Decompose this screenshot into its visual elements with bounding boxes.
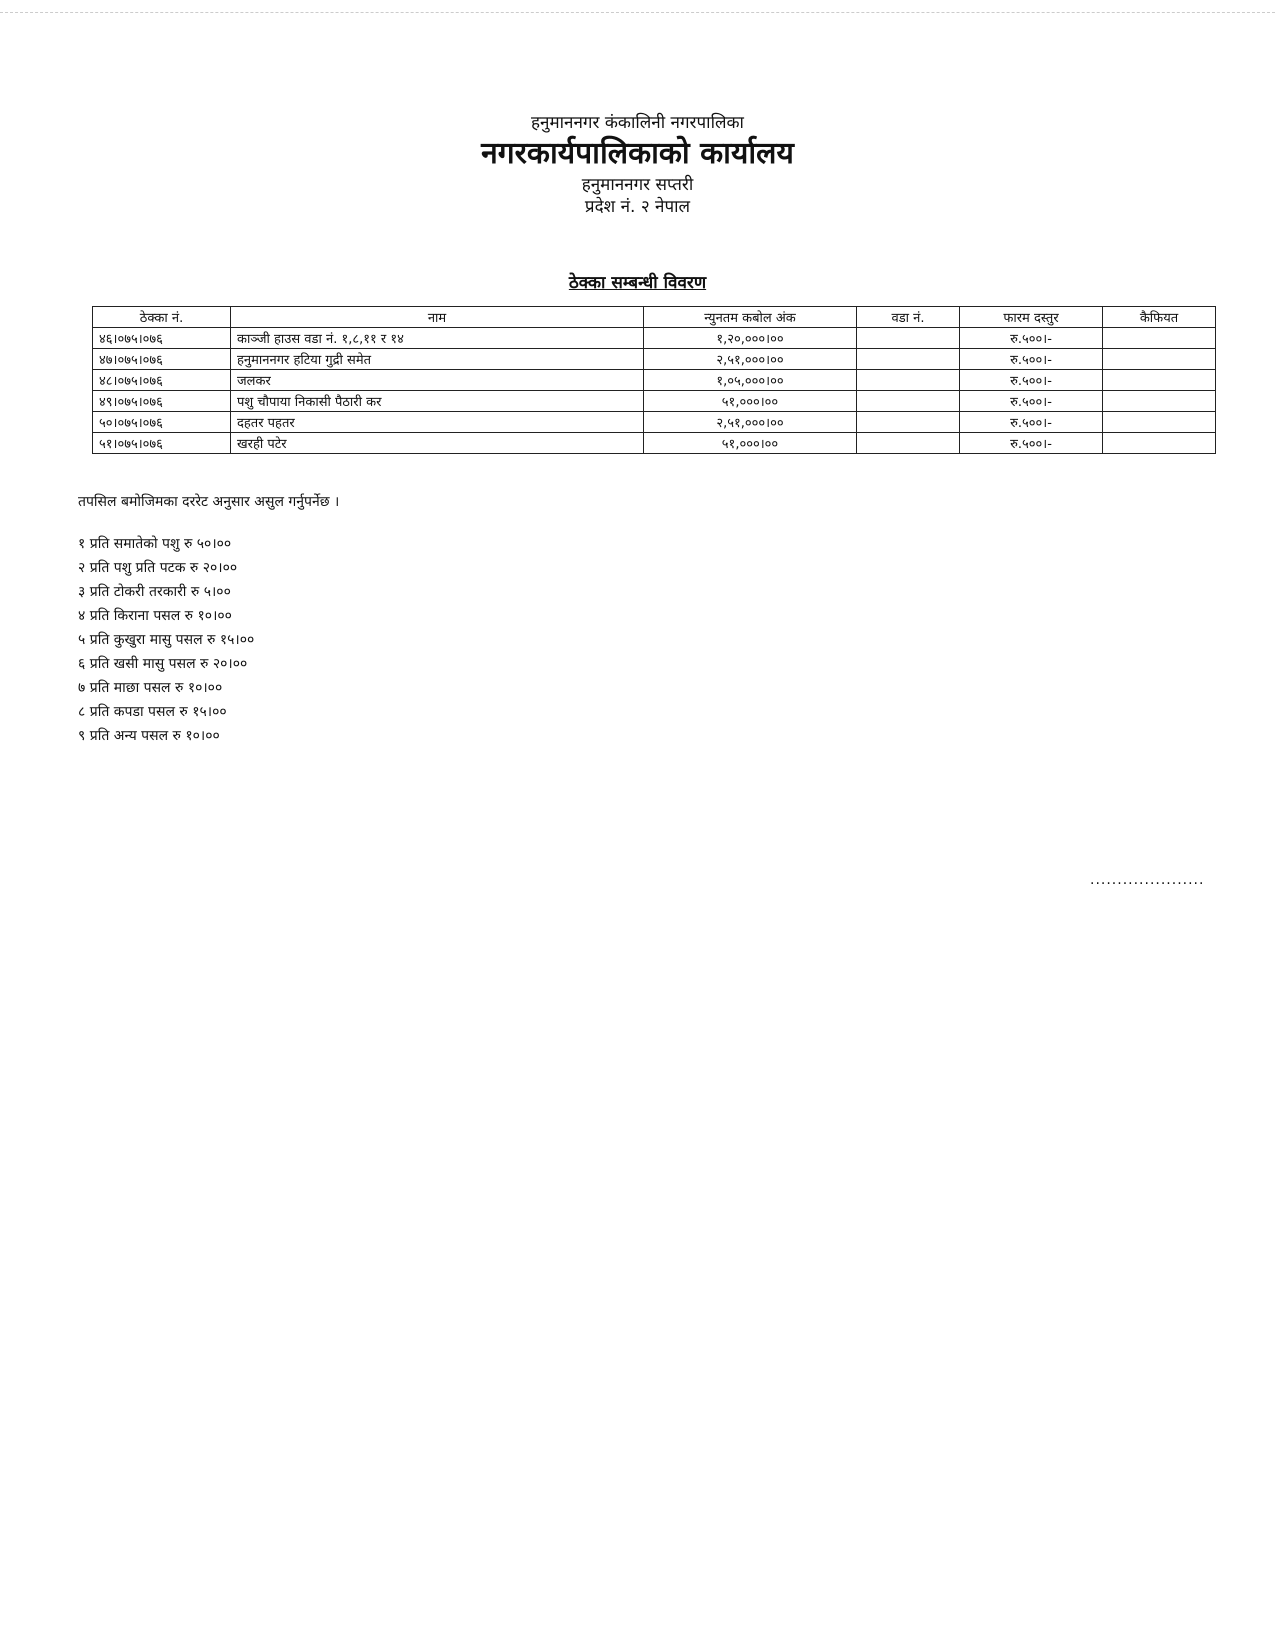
cell-min-bid: १,२०,०००।०० [644, 328, 857, 349]
cell-ward [857, 328, 960, 349]
col-header-form-fee: फारम दस्तुर [960, 307, 1103, 328]
col-header-remarks: कैफियत [1103, 307, 1216, 328]
cell-name: काञ्जी हाउस वडा नं. १,८,११ र १४ [231, 328, 644, 349]
cell-contract-no: ४७।०७५।०७६ [93, 349, 231, 370]
table-header-row [93, 307, 1216, 328]
office-location: हनुमाननगर सप्तरी [581, 175, 694, 195]
table-row [93, 349, 1216, 370]
letterhead [0, 112, 1275, 218]
cell-form-fee: रु.५००।- [960, 328, 1103, 349]
cell-ward [857, 433, 960, 454]
cell-ward [857, 349, 960, 370]
cell-form-fee: रु.५००।- [960, 370, 1103, 391]
contracts-table [92, 306, 1216, 454]
municipality-name: हनुमाननगर कंकालिनी नगरपालिका [531, 113, 744, 133]
cell-name: हनुमाननगर हटिया गुद्री समेत [231, 349, 644, 370]
list-item: ३ प्रति टोकरी तरकारी रु ५।०० [78, 584, 231, 600]
cell-remarks [1103, 412, 1216, 433]
cell-ward [857, 391, 960, 412]
cell-min-bid: ५१,०००।०० [644, 433, 857, 454]
cell-min-bid: ५१,०००।०० [644, 391, 857, 412]
cell-name: जलकर [231, 370, 644, 391]
cell-remarks [1103, 328, 1216, 349]
cell-contract-no: ४६।०७५।०७६ [93, 328, 231, 349]
table-row [93, 370, 1216, 391]
cell-name: खरही पटेर [231, 433, 644, 454]
cell-remarks [1103, 349, 1216, 370]
collection-note: तपसिल बमोजिमका दररेट अनुसार असुल गर्नुपर्नेछ । [78, 494, 340, 510]
cell-name: दहतर पहतर [231, 412, 644, 433]
cell-contract-no: ४९।०७५।०७६ [93, 391, 231, 412]
list-item: ६ प्रति खसी मासु पसल रु २०।०० [78, 656, 248, 672]
cell-ward [857, 370, 960, 391]
list-item: १ प्रति समातेको पशु रु ५०।०० [78, 536, 232, 552]
list-item: २ प्रति पशु प्रति पटक रु २०।०० [78, 560, 238, 576]
col-header-name: नाम [231, 307, 644, 328]
scan-edge-line [0, 12, 1275, 13]
cell-remarks [1103, 391, 1216, 412]
cell-contract-no: ५१।०७५।०७६ [93, 433, 231, 454]
cell-form-fee: रु.५००।- [960, 349, 1103, 370]
col-header-ward: वडा नं. [857, 307, 960, 328]
cell-form-fee: रु.५००।- [960, 391, 1103, 412]
list-item: ४ प्रति किराना पसल रु १०।०० [78, 608, 232, 624]
cell-remarks [1103, 370, 1216, 391]
cell-min-bid: २,५१,०००।०० [644, 349, 857, 370]
list-item: ९ प्रति अन्य पसल रु १०।०० [78, 728, 220, 744]
cell-form-fee: रु.५००।- [960, 412, 1103, 433]
table-row [93, 433, 1216, 454]
province-line: प्रदेश नं. २ नेपाल [584, 197, 691, 217]
col-header-min-bid: न्युनतम कबोल अंक [644, 307, 857, 328]
cell-min-bid: १,०५,०००।०० [644, 370, 857, 391]
cell-name: पशु चौपाया निकासी पैठारी कर [231, 391, 644, 412]
cell-remarks [1103, 433, 1216, 454]
table-row [93, 391, 1216, 412]
cell-contract-no: ४८।०७५।०७६ [93, 370, 231, 391]
cell-form-fee: रु.५००।- [960, 433, 1103, 454]
list-item: ५ प्रति कुखुरा मासु पसल रु १५।०० [78, 632, 255, 648]
table-row [93, 328, 1216, 349]
list-item: ८ प्रति कपडा पसल रु १५।०० [78, 704, 227, 720]
office-title: नगरकार्यपालिकाको कार्यालय [481, 136, 794, 171]
signature-line: ..................... [1090, 872, 1205, 888]
document-subtitle: ठेक्का सम्बन्धी विवरण [568, 273, 707, 293]
cell-ward [857, 412, 960, 433]
col-header-contract-no: ठेक्का नं. [93, 307, 231, 328]
table-row [93, 412, 1216, 433]
rate-list [78, 532, 254, 748]
cell-min-bid: २,५१,०००।०० [644, 412, 857, 433]
cell-contract-no: ५०।०७५।०७६ [93, 412, 231, 433]
list-item: ७ प्रति माछा पसल रु १०।०० [78, 680, 223, 696]
